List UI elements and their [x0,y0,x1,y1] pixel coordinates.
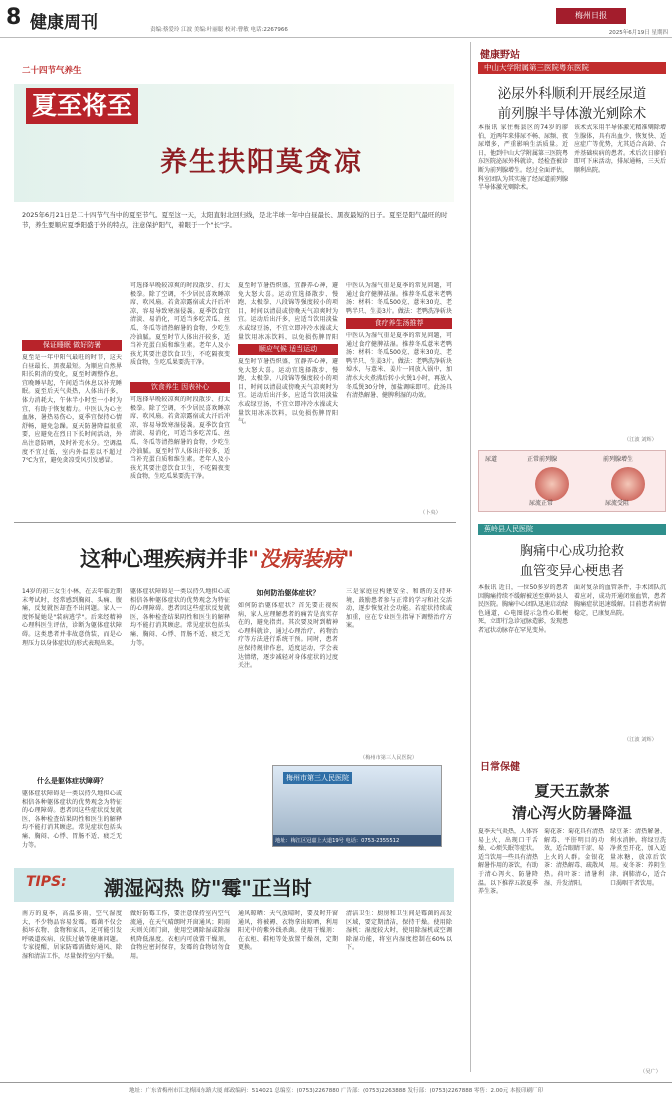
hospital-bar: 中山大学附属第三医院粤东医院 [478,62,666,74]
newspaper-logo: 梅州日报 [556,8,626,24]
tips-col-1: 南方的夏季，高温多雨，空气湿度大，不少物品容易发霉。霉菌不仅会损坏衣物、食物和家具，还可能引发呼吸道疾病、皮肤过敏等健康问题。专家提醒，居家防霉需做好通风、除湿和清洁工作，尽量保持室内干燥。 [22,910,122,960]
psych-col-1: 14岁的初三女生小林，在去年临近期末考试时，经常感到胸闷、头痛、腹痛，反复就医却查不出问题。家人一度怀疑她是"装病逃学"。后来经精神心理科医生评估，诊断为躯体症状障碍。这类患者并非故意伪装，而是心理压力以身体症状的形式表现出来。 [22,588,122,647]
hospital-photo [272,765,442,847]
tips-col-3: 通风晾晒：天气放晴时，要及时开窗通风，将被褥、衣物拿出晾晒，利用阳光中的紫外线杀菌。使用干燥剂：在衣柜、鞋柜等处放置干燥剂，定期更换。 [238,910,338,952]
meixian-col-1: 本报讯 近日，一位50多岁的患者因胸痛持续不缓解被送至蕉岭县人民医院。胸痛中心团队迅速启动绿色通道，心电图提示急性心肌梗死，立即行急诊冠脉造影，发现患者冠状动脉存在罕见变异。 [478,584,568,634]
diagram-label-normal: 正常前列腺 [527,456,558,463]
health-wild-headline-1: 泌尿外科顺利开展经尿道 [497,86,647,102]
solar-term-col-2a: 可选择早晚较凉爽的时段散步、打太极拳。除了空调，不少居民喜欢睡凉席、吹风扇。若贪凉露宿或大汗后冲凉，容易导致寒湿侵袭。夏季饮食宜清淡、易消化，可适当多吃苦瓜、丝瓜、冬瓜等清热解暑的食物，少吃生冷油腻。夏至时节人体出汗较多，适当补充蛋白质和维生素。老年人及小孩尤其要注意饮食卫生，不吃隔夜变质食物，生吃瓜果要洗干净。 [130,282,230,367]
diagram-label-urethra: 尿道 [485,456,498,463]
psych-col-3: 如何防治躯体症状？首先要正视疾病，家人应理解患者的痛苦是真实存在的，避免指责。其次要及时到精神心理科就诊，通过心理治疗、药物治疗等方法进行系统干预。同时，患者应保持规律作息，适度运动，学会表达情绪，逐步减轻对身体症状的过度关注。 [238,602,338,670]
solar-term-tag: 二十四节气养生 [22,66,82,76]
solar-term-col-4a: 中医认为湿气重是夏季的常见问题，可通过食疗健脾祛湿。推荐冬瓜薏米老鸭汤：材料：冬瓜500克、薏米30克、老鸭半只、生姜3片。做法：老鸭洗净斩块 [346,282,452,314]
daily-col-3: 绿豆茶：清热解暑、利水消肿。将绿豆洗净煮至开花，加入适量冰糖，放凉后饮用。麦冬茶：养阴生津、润肺清心，适合口渴咽干者饮用。 [610,828,666,887]
issue-date: 2025年6月19日 星期四 [608,30,668,36]
hospital-photo-caption: 地址：梅江区冠嘉上大道19号 电话：0753-2355512 [273,835,441,846]
solar-term-title: 夏至将至 [26,88,138,124]
diagram-label-enlarged: 前列腺增生 [603,456,634,463]
health-wild-reporter: （江波 刘辉） [624,437,657,443]
daily-col-2: 菊花茶：菊花具有清热解毒、平肝明目的功效，适合眼睛干涩、易上火的人群。金银花茶：清热解毒、疏散风热。荷叶茶：清暑利湿、升发清阳。 [544,828,604,887]
prostate-diagram [478,450,666,512]
solar-term-col-2b: 可选择早晚较凉爽的时段散步、打太极拳。除了空调，不少居民喜欢睡凉席、吹风扇。若贪凉露宿或大汗后冲凉，容易导致寒湿侵袭。夏季饮食宜清淡、易消化，可适当多吃苦瓜、丝瓜、冬瓜等清热解暑的食物，少吃生冷油腻。夏至时节人体出汗较多，适当补充蛋白质和维生素。老年人及小孩尤其要注意饮食卫生，不吃隔夜变质食物，生吃瓜果要洗干净。 [130,396,230,481]
subhead-exercise: 顺应气候 适当运动 [238,344,338,355]
health-wild-section: 健康野站 [480,50,520,61]
diagram-bottom-blocked: 尿流受阻 [605,500,630,507]
tips-banner [14,868,454,902]
tips-headline: 潮湿闷热 防"霉"正当时 [104,876,312,900]
psych-headline-a: 这种心理疾病并非 [80,547,248,571]
solar-term-lede: 2025年6月21日是二十四节气当中的夏至节气。夏至这一天，太阳直射北回归线，是北半球一年中白昼最长、黑夜最短的日子。夏至是阳气最旺的时节，养生要顺应夏季阳盛于外的特点，注意保护阳气，着眼于一个"长"字。 [22,211,448,229]
daily-headline-2: 清心泻火防暑降温 [511,804,632,822]
tips-label: TIPS: [26,874,67,890]
meixian-headline-1: 胸痛中心成功抢救 [519,544,624,559]
page-footer: 地址：广东省梅州市江北梅园东路大厦 邮政编码：514021 总编室：(0753)2267880 广告部：(0753)2263888 发行部：(0753)2267888 零售：2.00元 本报印刷厂印 [0,1082,672,1100]
meixian-reporter: （江波 刘辉） [624,737,657,743]
psych-col-4: 三是家庭应构建安全、和谐的支持环境，鼓励患者参与正常的学习和社交活动，逐步恢复社会功能。若症状持续或加重，应在专业医生指导下调整治疗方案。 [346,588,452,630]
solar-term-col-3a: 夏至时节暑热炽盛，宜静养心神，避免大怒大喜。运动宜选择散步、慢跑、太极拳、八段锦等强度较小的项目，时间以清晨或傍晚天气凉爽时为宜。运动后出汗多，应适当饮用淡盐水或绿豆汤，不宜立即冲冷水澡或大量饮用冰冻饮料，以免损伤脾胃阳 [238,282,338,340]
masthead [0,0,672,38]
psych-headline-b: "没病装病" [248,547,354,571]
psych-subhead-b: 如何防治躯体症状？ [256,589,320,597]
solar-term-author: （卜央） [420,510,441,516]
solar-term-col-1: 夏至是一年中阳气最旺的时节，这天白昼最长、黑夜最短。为顺应自然界阳长阴消的变化，夏至时调整作息，宜晚睡早起，午间适当休息以补充睡眠。夏至后天气炎热，人体出汗多，体力消耗大，午休半小时至一小时为宜，有助于恢复精力。中医认为心主血脉，暑热易伤心，夏季宜保持心情舒畅，避免急躁。夏天防暑降温很重要，应避免在烈日下长时间活动，外出注意防晒，及时补充水分。空调温度不宜过低，室内外温差以不超过7℃为宜，避免贪凉受风引发感冒。 [22,354,122,465]
psych-col-1b: 躯体症状障碍是一类以持久地担心或相信各种躯体症状的优势观念为特征的心理障碍。患者因这些症状反复就医，各种检查结果阴性和医生的解释均不能打消其顾虑。常见症状包括头痛、胸闷、心悸、胃肠不适、疲乏无力等。 [22,790,122,849]
health-wild-col-1: 本报讯 家住梅县区的74岁的廖伯，近两年来排尿不畅、尿频、夜尿增多，严重影响生活质量。近日，他到中山大学附属第三医院粤东医院泌尿外科就诊，经检查被诊断为前列腺增生。经过全面评估，科室团队为其实施了经尿道前列腺半导体激光剜除术。 [478,124,568,192]
solar-term-headline: 养生扶阳莫贪凉 [160,147,363,178]
subhead-sleep: 保证睡眠 做好防暑 [22,340,122,351]
psych-source: （梅州市第三人民医院） [360,755,418,761]
meixian-col-2: 面对复杂的血管条件，手术团队沉着应对，成功开通闭塞血管，患者胸痛症状迅速缓解。目前患者病情稳定，已康复出院。 [574,584,666,617]
daily-col-1: 夏季天气炎热，人体容易上火，出现口干舌燥、心烦失眠等症状。适当饮用一些具有清热解暑作用的茶饮，有助于清心泻火、防暑降温。以下推荐五款夏季养生茶。 [478,828,538,896]
health-wild-headline-2: 前列腺半导体激光剜除术 [497,106,647,122]
section-rule [14,522,456,523]
enlarged-prostate-icon [611,467,645,501]
meixian-bar: 蕉岭县人民医院 [478,524,666,535]
normal-prostate-icon [535,467,569,501]
daily-section: 日常保健 [480,762,520,773]
hospital-photo-label: 梅州市第三人民医院 [283,772,352,784]
daily-headline-1: 夏天五款茶 [534,782,610,800]
tips-col-2: 做好防霉工作，要注意保持室内空气流通，在天气晴朗时开窗通风；阴雨天则关闭门窗，使用空调除湿或除湿机降低湿度。衣柜内可放置干燥剂，食物应密封保存，发霉的食物切勿食用。 [130,910,230,960]
health-wild-col-2: 该术式采用半导体激光精准剜除增生腺体，具有出血少、恢复快、适应症广等优势，尤其适合高龄、合并基础疾病的患者。术后次日廖伯即可下床活动，排尿通畅，三天后顺利出院。 [574,124,666,174]
solar-term-col-4b: 中医认为湿气重是夏季的常见问题，可通过食疗健脾祛湿。推荐冬瓜薏米老鸭汤：材料：冬瓜500克、薏米30克、老鸭半只、生姜3片。做法：老鸭洗净斩块焯水，与薏米、姜片一同放入锅中，加清水大火煮沸后转小火煲1小时，再放入冬瓜煲30分钟，加盐调味即可。此汤具有清热解暑、健脾利湿的功效。 [346,332,452,400]
diagram-bottom-normal: 尿流正常 [529,500,554,507]
page-number: 8 [6,5,22,30]
column-divider [470,42,471,1072]
solar-term-col-3b: 夏至时节暑热炽盛，宜静养心神，避免大怒大喜。运动宜选择散步、慢跑、太极拳、八段锦等强度较小的项目，时间以清晨或傍晚天气凉爽时为宜。运动后出汗多，应适当饮用淡盐水或绿豆汤，不宜立即冲冷水澡或大量饮用冰冻饮料，以免损伤脾胃阳气。 [238,358,338,426]
section-title: 健康周刊 [30,13,98,33]
psych-headline [80,543,354,573]
subhead-soup: 食疗养生汤推荐 [346,318,452,329]
psych-subhead-a: 什么是躯体症状障碍？ [37,777,107,785]
editor-credits: 责编:蔡爱玲 江波 美编:叶丽聪 校对:曹敏 电话:2267966 [150,27,288,33]
subhead-diet: 饮食养生 因表补心 [130,382,230,393]
daily-author: （吴广） [640,1069,661,1075]
tips-col-4: 清洁卫生：厨房和卫生间是霉菌的高发区域，要定期清洁，保持干燥。使用除湿机：湿度较大时，使用除湿机或空调除湿功能，将室内湿度控制在60%以下。 [346,910,452,952]
psych-col-2: 躯体症状障碍是一类以持久地担心或相信各种躯体症状的优势观念为特征的心理障碍。患者因这些症状反复就医，各种检查结果阴性和医生的解释均不能打消其顾虑。常见症状包括头痛、胸闷、心悸、胃肠不适、疲乏无力等。 [130,588,230,647]
meixian-headline-2: 血管变异心梗患者 [519,564,624,579]
